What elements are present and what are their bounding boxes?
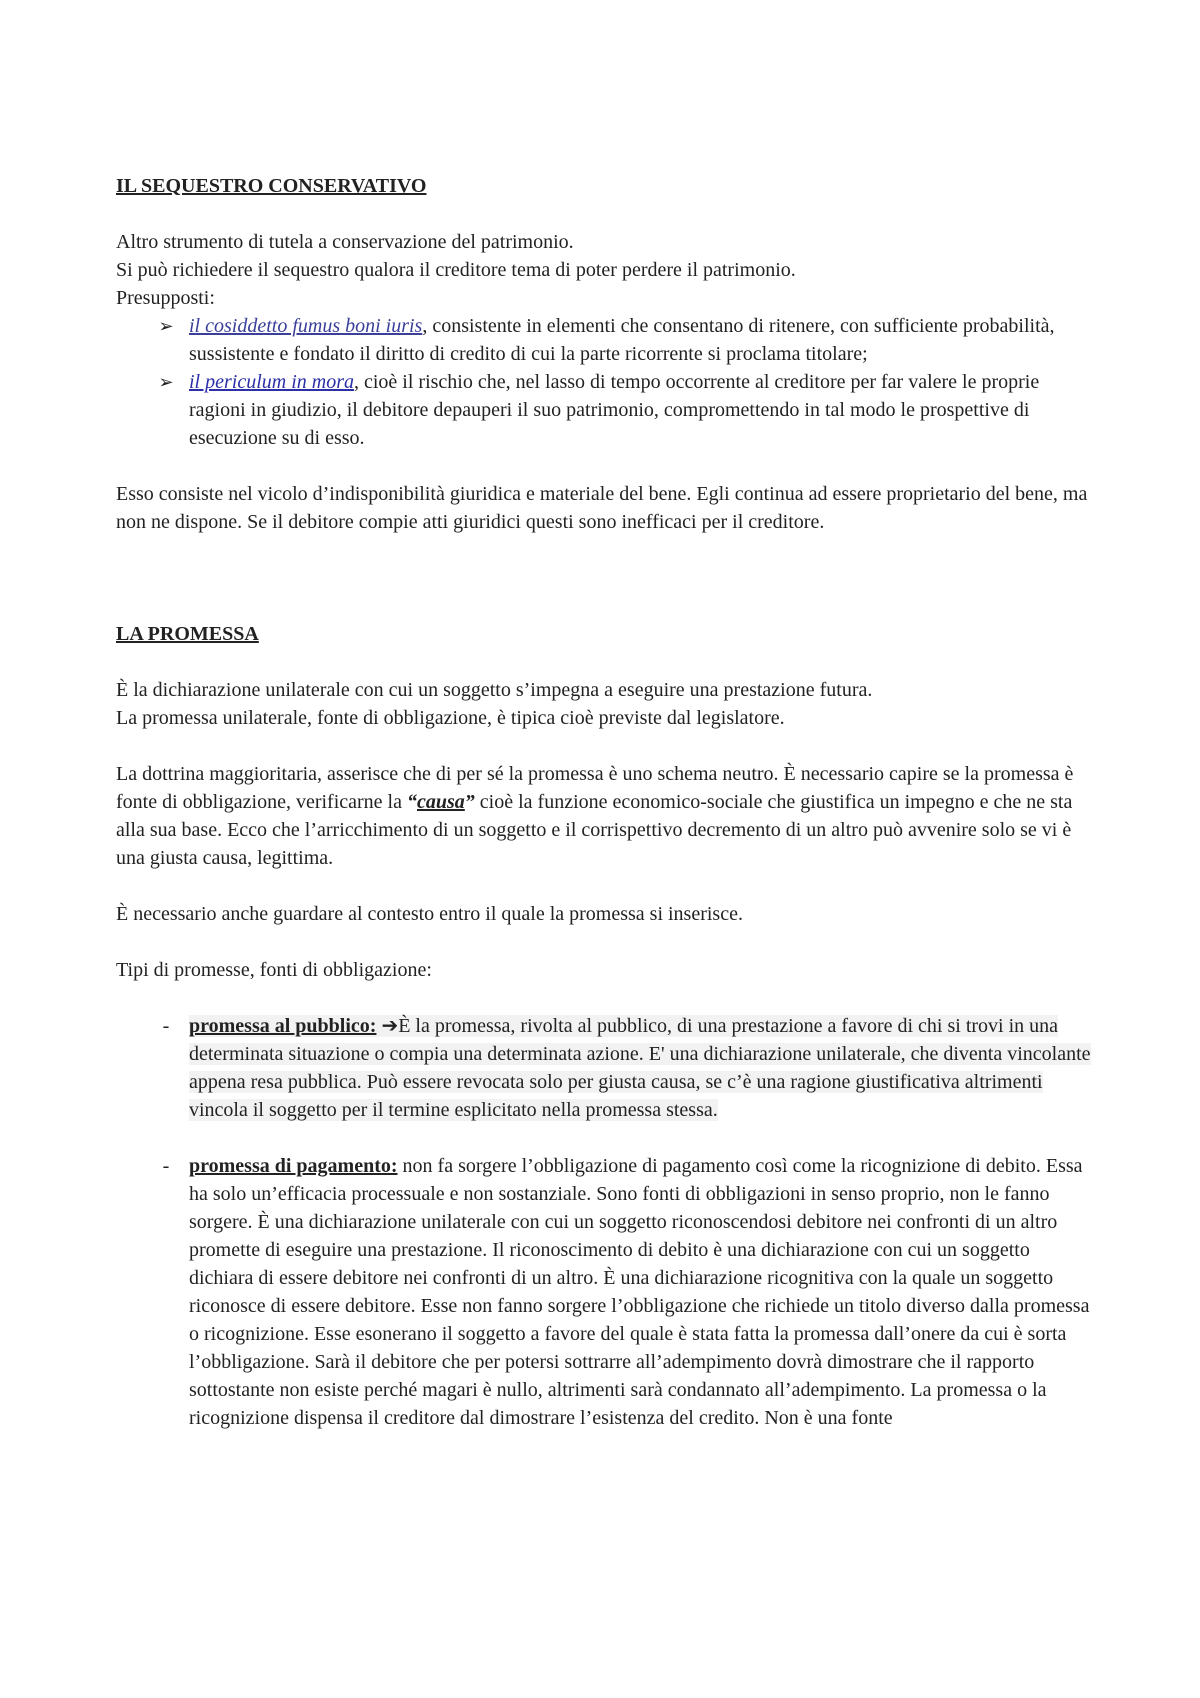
document-body bbox=[116, 172, 1096, 1432]
presupposti-list bbox=[116, 312, 1096, 452]
sequestro-paragraph: Esso consiste nel vicolo d’indisponibilità giuridica e materiale del bene. Egli continua ad essere proprietario del bene, ma non ne dispone. Se il debitore compie atti giuridici questi sono inefficaci per il creditore. bbox=[116, 483, 1088, 533]
dash-bullet: - bbox=[162, 1015, 170, 1037]
intro-line-2: Si può richiedere il sequestro qualora il creditore tema di poter perdere il patrimonio. bbox=[116, 259, 796, 281]
list-item bbox=[116, 1152, 1096, 1432]
presupposti-label: Presupposti: bbox=[116, 287, 215, 309]
fumus-boni-iuris-link[interactable]: il cosiddetto fumus boni iuris bbox=[189, 315, 423, 337]
promessa-pubblico-text: promessa al pubblico: ➔È la promessa, rivolta al pubblico, di una prestazione a favore di chi si trovi in una determinata situazione o compia una determinata azione. E' una dichiarazione unilaterale, che diventa vincolante appena resa pubblica. Può essere revocata solo per giusta causa, se c’è una ragione giustificativa altrimenti vincola il soggetto per il termine esplicitato nella promessa stessa. bbox=[189, 1015, 1091, 1121]
right-arrow-icon: ➔ bbox=[381, 1015, 399, 1037]
list-item bbox=[116, 1012, 1096, 1124]
dash-bullet: - bbox=[162, 1155, 170, 1177]
promessa-pagamento-text: non fa sorgere l’obbligazione di pagamento così come la ricognizione di debito. Essa ha solo un’efficacia processuale e non sostanziale. Sono fonti di obbligazioni in senso proprio, non le fanno sorgere. È una dichiarazione unilaterale con cui un soggetto riconoscendosi debitore nei confronti di un altro promette di eseguire una prestazione. Il riconoscimento di debito è una dichiarazione con cui un soggetto dichiara di essere debitore nei confronti di un altro. È una dichiarazione ricognitiva con la quale un soggetto riconosce di essere debitore. Esse non fanno sorgere l’obbligazione che richiede un titolo diverso dalla promessa o ricognizione. Esse esonerano il soggetto a favore del quale è stata fatta la promessa dall’onere da cui è sorta l’obbligazione. Sarà il debitore che per potersi sottrarre all’adempimento dovrà dimostrare che il rapporto sottostante non esiste perché magari è nullo, altrimenti sarà condannato all’adempimento. La promessa o la ricognizione dispensa il creditore dal dimostrare l’esistenza del credito. Non è una fonte bbox=[189, 1155, 1090, 1429]
bullet-text: , consistente in elementi che consentano di ritenere, con sufficiente probabilità, sussistente e fondato il diritto di credito di cui la parte ricorrente si proclama titolare; bbox=[189, 315, 1055, 365]
periculum-in-mora-link[interactable]: il periculum in mora bbox=[189, 371, 354, 393]
arrowhead-bullet-icon: ➢ bbox=[158, 316, 174, 336]
list-item bbox=[116, 368, 1096, 452]
list-item bbox=[116, 312, 1096, 368]
tipi-list bbox=[116, 1012, 1096, 1432]
tipi-label: Tipi di promesse, fonti di obbligazione: bbox=[116, 959, 432, 981]
promessa-pagamento-term: promessa di pagamento: bbox=[189, 1155, 398, 1177]
contesto-paragraph: È necessario anche guardare al contesto entro il quale la promessa si inserisce. bbox=[116, 903, 743, 925]
causa-term: “causa” bbox=[407, 791, 475, 813]
arrowhead-bullet-icon: ➢ bbox=[158, 372, 174, 392]
causa-paragraph: La dottrina maggioritaria, asserisce che di per sé la promessa è uno schema neutro. È necessario capire se la promessa è fonte di obbligazione, verificarne la “causa” cioè la funzione economico-sociale che giustifica un impegno e che ne sta alla sua base. Ecco che l’arricchimento di un soggetto e il corrispettivo decremento di un altro può avvenire solo se vi è una giusta causa, legittima. bbox=[116, 763, 1074, 869]
promessa-pubblico-term: promessa al pubblico: bbox=[189, 1015, 377, 1037]
promessa-line-2: La promessa unilaterale, fonte di obbligazione, è tipica cioè previste dal legislatore. bbox=[116, 707, 785, 729]
section-title-promessa: LA PROMESSA bbox=[116, 623, 259, 645]
intro-line-1: Altro strumento di tutela a conservazione del patrimonio. bbox=[116, 231, 574, 253]
promessa-line-1: È la dichiarazione unilaterale con cui un soggetto s’impegna a eseguire una prestazione futura. bbox=[116, 679, 873, 701]
section-title-sequestro: IL SEQUESTRO CONSERVATIVO bbox=[116, 175, 427, 197]
bullet-text: , cioè il rischio che, nel lasso di tempo occorrente al creditore per far valere le proprie ragioni in giudizio, il debitore depauperi il suo patrimonio, compromettendo in tal modo le prospettive di esecuzione su di esso. bbox=[189, 371, 1040, 449]
